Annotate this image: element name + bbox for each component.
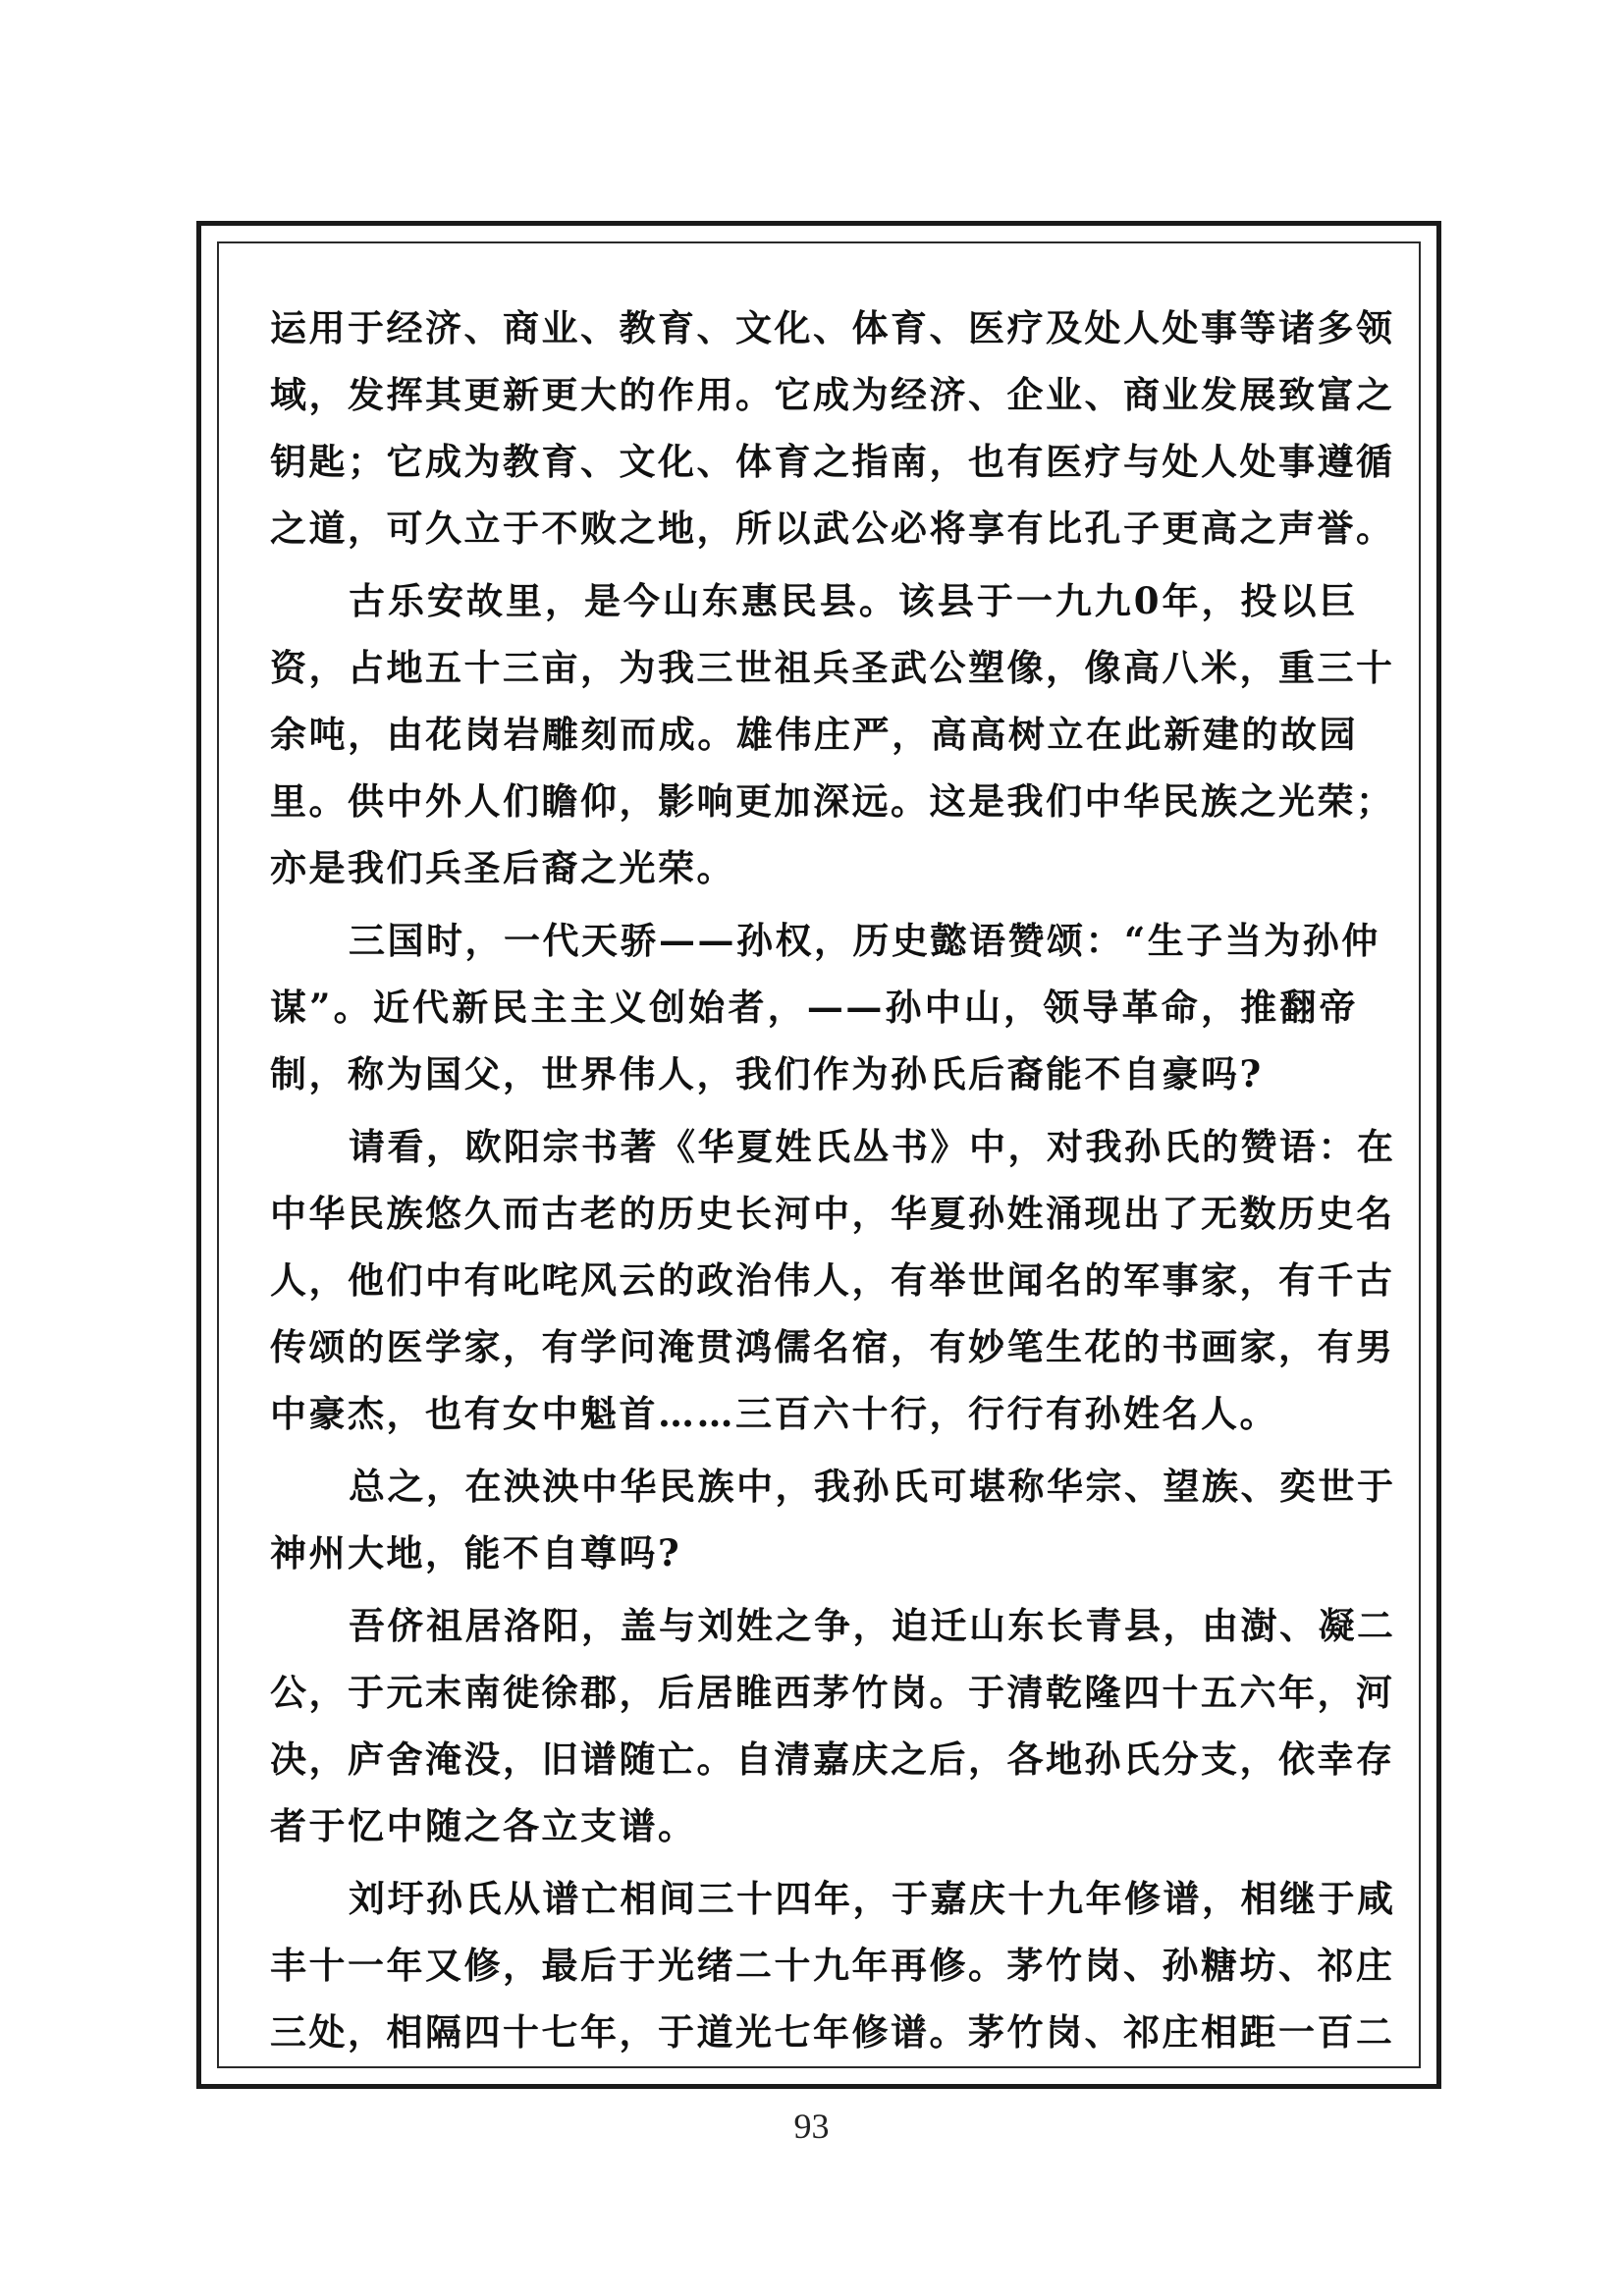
text-line: 中豪杰，也有女中魁首……三百六十行，行行有孙姓名人。 bbox=[270, 1392, 1278, 1435]
text-line: 运用于经济、商业、教育、文化、体育、医疗及处人处事等诸多领 bbox=[270, 306, 1395, 349]
text-line: 谋”。近代新民主主义创始者，——孙中山，领导革命，推翻帝 bbox=[270, 986, 1358, 1029]
paragraph bbox=[270, 907, 1380, 1107]
text-line: 请看，欧阳宗书著《华夏姓氏丛书》中，对我孙氏的赞语：在 bbox=[349, 1125, 1396, 1168]
text-line: 之道，可久立于不败之地，所以武公必将享有比孔子更高之声誉。 bbox=[270, 507, 1395, 550]
paragraph bbox=[270, 294, 1395, 561]
text-line: 总之，在泱泱中华民族中，我孙氏可堪称华宗、望族、奕世于 bbox=[349, 1465, 1396, 1508]
text-line: 域，发挥其更新更大的作用。它成为经济、企业、商业发展致富之 bbox=[270, 373, 1395, 416]
text-line: 丰十一年又修，最后于光绪二十九年再修。茅竹岗、孙糖坊、祁庄 bbox=[270, 1944, 1395, 1987]
paragraph bbox=[270, 1865, 1396, 2065]
text-line: 资，占地五十三亩，为我三世祖兵圣武公塑像，像高八米，重三十 bbox=[270, 646, 1395, 689]
text-line: 钥匙；它成为教育、文化、体育之指南，也有医疗与处人处事遵循 bbox=[270, 440, 1395, 483]
text-line: 三国时，一代天骄——孙权，历史懿语赞颂：“生子当为孙仲 bbox=[349, 919, 1380, 962]
page-number: 93 bbox=[793, 2107, 830, 2146]
paragraph bbox=[270, 1113, 1396, 1447]
text-line: 者于忆中随之各立支谱。 bbox=[270, 1804, 697, 1847]
text-line: 制，称为国父，世界伟人，我们作为孙氏后裔能不自豪吗? bbox=[270, 1052, 1264, 1095]
paragraph bbox=[270, 1592, 1396, 1859]
text-line: 吾侪祖居洛阳，盖与刘姓之争，迫迁山东长青县，由澍、凝二 bbox=[349, 1604, 1396, 1647]
text-line: 亦是我们兵圣后裔之光荣。 bbox=[270, 846, 735, 889]
text-line: 刘圩孙氏从谱亡相间三十四年，于嘉庆十九年修谱，相继于咸 bbox=[349, 1877, 1396, 1920]
text-line: 决，庐舍淹没，旧谱随亡。自清嘉庆之后，各地孙氏分支，依幸存 bbox=[270, 1737, 1395, 1781]
paragraph bbox=[270, 567, 1395, 901]
text-line: 余吨，由花岗岩雕刻而成。雄伟庄严，高高树立在此新建的故园 bbox=[270, 713, 1358, 756]
paragraph bbox=[270, 1453, 1396, 1586]
text-line: 神州大地，能不自尊吗? bbox=[270, 1531, 682, 1575]
body-text bbox=[270, 294, 1396, 2071]
text-line: 传颂的医学家，有学问淹贯鸿儒名宿，有妙笔生花的书画家，有男 bbox=[270, 1325, 1395, 1368]
text-line: 公，于元末南徙徐郡，后居睢西茅竹岗。于清乾隆四十五六年，河 bbox=[270, 1671, 1395, 1714]
text-line: 人，他们中有叱咤风云的政治伟人，有举世闻名的军事家，有千古 bbox=[270, 1258, 1395, 1302]
text-line: 三处，相隔四十七年，于道光七年修谱。茅竹岗、祁庄相距一百二 bbox=[270, 2010, 1395, 2054]
text-line: 中华民族悠久而古老的历史长河中，华夏孙姓涌现出了无数历史名 bbox=[270, 1192, 1395, 1235]
text-line: 里。供中外人们瞻仰，影响更加深远。这是我们中华民族之光荣； bbox=[270, 779, 1395, 823]
text-line: 古乐安故里，是今山东惠民县。该县于一九九0年，投以巨 bbox=[349, 579, 1358, 622]
